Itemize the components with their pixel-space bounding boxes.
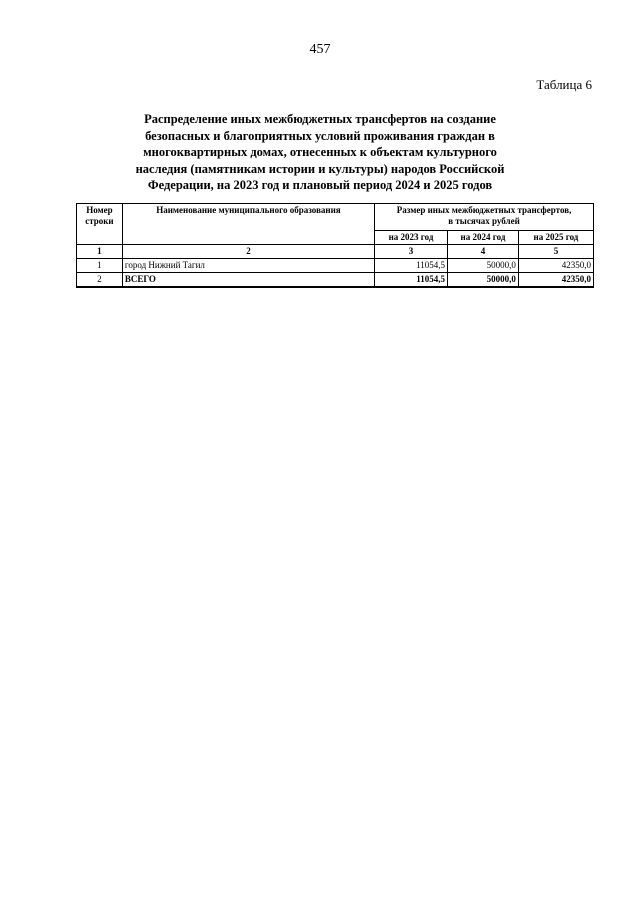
value-2024-cell: 50000,0 [448, 259, 519, 273]
header-transfer-size-line2: в тысячах рублей [448, 216, 520, 226]
total-2025-cell: 42350,0 [518, 273, 593, 288]
title-line: безопасных и благоприятных условий проживания граждан в [145, 128, 495, 143]
column-index: 5 [518, 245, 593, 259]
total-row [77, 273, 594, 288]
column-index: 3 [375, 245, 448, 259]
column-index-row [77, 245, 594, 259]
column-index: 2 [122, 245, 374, 259]
municipality-name-cell: город Нижний Тагил [122, 259, 374, 273]
column-index: 4 [448, 245, 519, 259]
header-transfer-size-line1: Размер иных межбюджетных трансфертов, [396, 205, 572, 215]
title-line: Федерации, на 2023 год и плановый период 2024 и 2025 годов [147, 178, 493, 192]
transfers-table [76, 203, 594, 288]
header-transfer-size [375, 204, 594, 231]
header-year-2023: на 2023 год [375, 231, 448, 245]
title-line: многоквартирных домах, отнесенных к объектам культурного [143, 145, 497, 159]
table-row [77, 259, 594, 273]
total-name-cell: ВСЕГО [122, 273, 374, 288]
header-year-2024: на 2024 год [448, 231, 519, 245]
document-title [120, 111, 520, 194]
title-line: наследия (памятникам истории и культуры) народов Российской [135, 161, 505, 176]
total-2024-cell: 50000,0 [448, 273, 519, 288]
header-row-number [77, 204, 123, 245]
row-number-cell: 1 [77, 259, 123, 273]
value-2025-cell: 42350,0 [518, 259, 593, 273]
title-line: Распределение иных межбюджетных трансфертов на создание [144, 112, 496, 126]
table-label: Таблица 6 [536, 77, 592, 92]
column-index: 1 [77, 245, 123, 259]
page-number: 457 [309, 42, 331, 57]
header-row-number-line2: строки [85, 216, 114, 226]
total-row-number-cell: 2 [77, 273, 123, 288]
table-header-row [77, 204, 594, 231]
header-row-number-line1: Номер [86, 205, 113, 215]
header-municipality-name: Наименование муниципального образования [122, 204, 374, 245]
value-2023-cell: 11054,5 [375, 259, 448, 273]
total-2023-cell: 11054,5 [375, 273, 448, 288]
header-year-2025: на 2025 год [518, 231, 593, 245]
